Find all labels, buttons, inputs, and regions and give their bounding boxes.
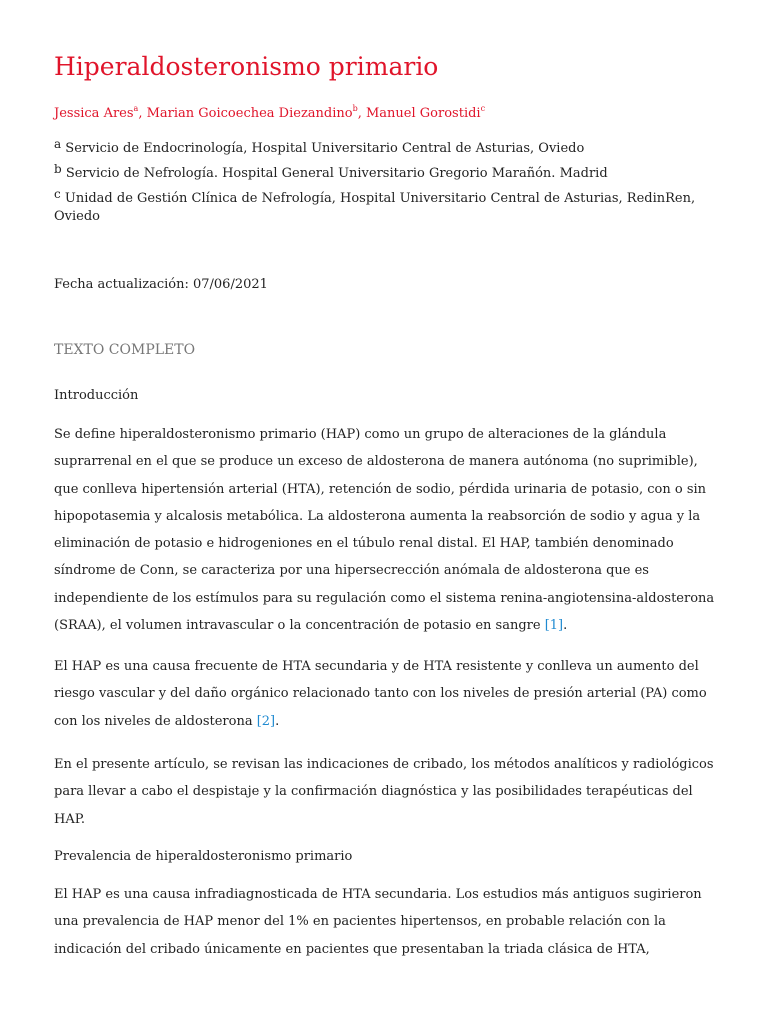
author-name[interactable]: Jessica Ares	[54, 106, 134, 121]
affiliation-text: Servicio de Nefrología. Hospital General Universitario Gregorio Marañón. Madrid	[65, 166, 608, 181]
author-list	[54, 104, 485, 121]
affiliation-superscript: a	[54, 137, 62, 151]
author-separator: ,	[357, 106, 366, 121]
paragraph-prevalence: El HAP es una causa infradiagnosticada de HTA secundaria. Los estudios más antiguos sugirieron una prevalencia de HAP menor del 1% en pacientes hipertensos, en probable relación con la indicación del cribado únicamente en pacientes que presentaban la triada clásica de HTA,	[54, 887, 702, 957]
author-separator: ,	[138, 106, 147, 121]
reference-link[interactable]: [2]	[256, 713, 276, 729]
prevalence-heading: Prevalencia de hiperaldosteronismo primario	[54, 849, 353, 864]
paragraph-end: .	[275, 713, 280, 729]
paragraph-intro	[54, 421, 720, 639]
affiliation-superscript: b	[54, 162, 62, 176]
affiliation-text: Unidad de Gestión Clínica de Nefrología, Hospital Universitario Central de Asturias, RedinRen, Oviedo	[54, 191, 696, 224]
affiliation-b	[54, 160, 608, 183]
author-name[interactable]: Manuel Gorostidi	[366, 106, 481, 121]
affiliation-superscript: c	[54, 187, 61, 201]
section-label: TEXTO COMPLETO	[54, 342, 196, 358]
reference-link[interactable]: [1]	[544, 618, 564, 634]
affiliation-text: Servicio de Endocrinología, Hospital Universitario Central de Asturias, Oviedo	[65, 141, 585, 156]
paragraph-scope: En el presente artículo, se revisan las indicaciones de cribado, los métodos analíticos y radiológicos para llevar a cabo el despistaje y la confirmación diagnóstica y las posibilidades terapéuticas del HAP.	[54, 757, 714, 827]
author-name[interactable]: Marian Goicoechea Diezandino	[146, 106, 353, 121]
author-superscript: c	[480, 104, 486, 113]
article-title: Hiperaldosteronismo primario	[54, 52, 439, 81]
affiliation-c	[54, 185, 704, 226]
intro-heading: Introducción	[54, 388, 139, 403]
paragraph-secondary-hta	[54, 653, 720, 735]
author-superscript: a	[133, 104, 139, 113]
update-date: Fecha actualización: 07/06/2021	[54, 277, 268, 292]
paragraph-end: .	[563, 618, 568, 634]
paragraph-text: El HAP es una causa frecuente de HTA secundaria y de HTA resistente y conlleva un aumento del riesgo vascular y del daño orgánico relacionado tanto con los niveles de presión arterial (PA) como con los niveles de aldosterona	[54, 659, 707, 729]
affiliation-a	[54, 135, 584, 158]
paragraph-text: Se define hiperaldosteronismo primario (HAP) como un grupo de alteraciones de la glándula suprarrenal en el que se produce un exceso de aldosterona de manera autónoma (no suprimible), que conlleva hipertensión arterial (HTA), retención de sodio, pérdida urinaria de potasio, con o sin hipopotasemia y alcalosis metabólica. La aldosterona aumenta la reabsorción de sodio y agua y la eliminación de potasio e hidrogeniones en el túbulo renal distal. El HAP, también denominado síndrome de Conn, se caracteriza por una hipersecrección anómala de aldosterona que es independiente de los estímulos para su regulación como el sistema renina-angiotensina-aldosterona (SRAA), el volumen intravascular o la concentración de potasio en sangre	[54, 427, 715, 634]
author-superscript: b	[352, 104, 358, 113]
